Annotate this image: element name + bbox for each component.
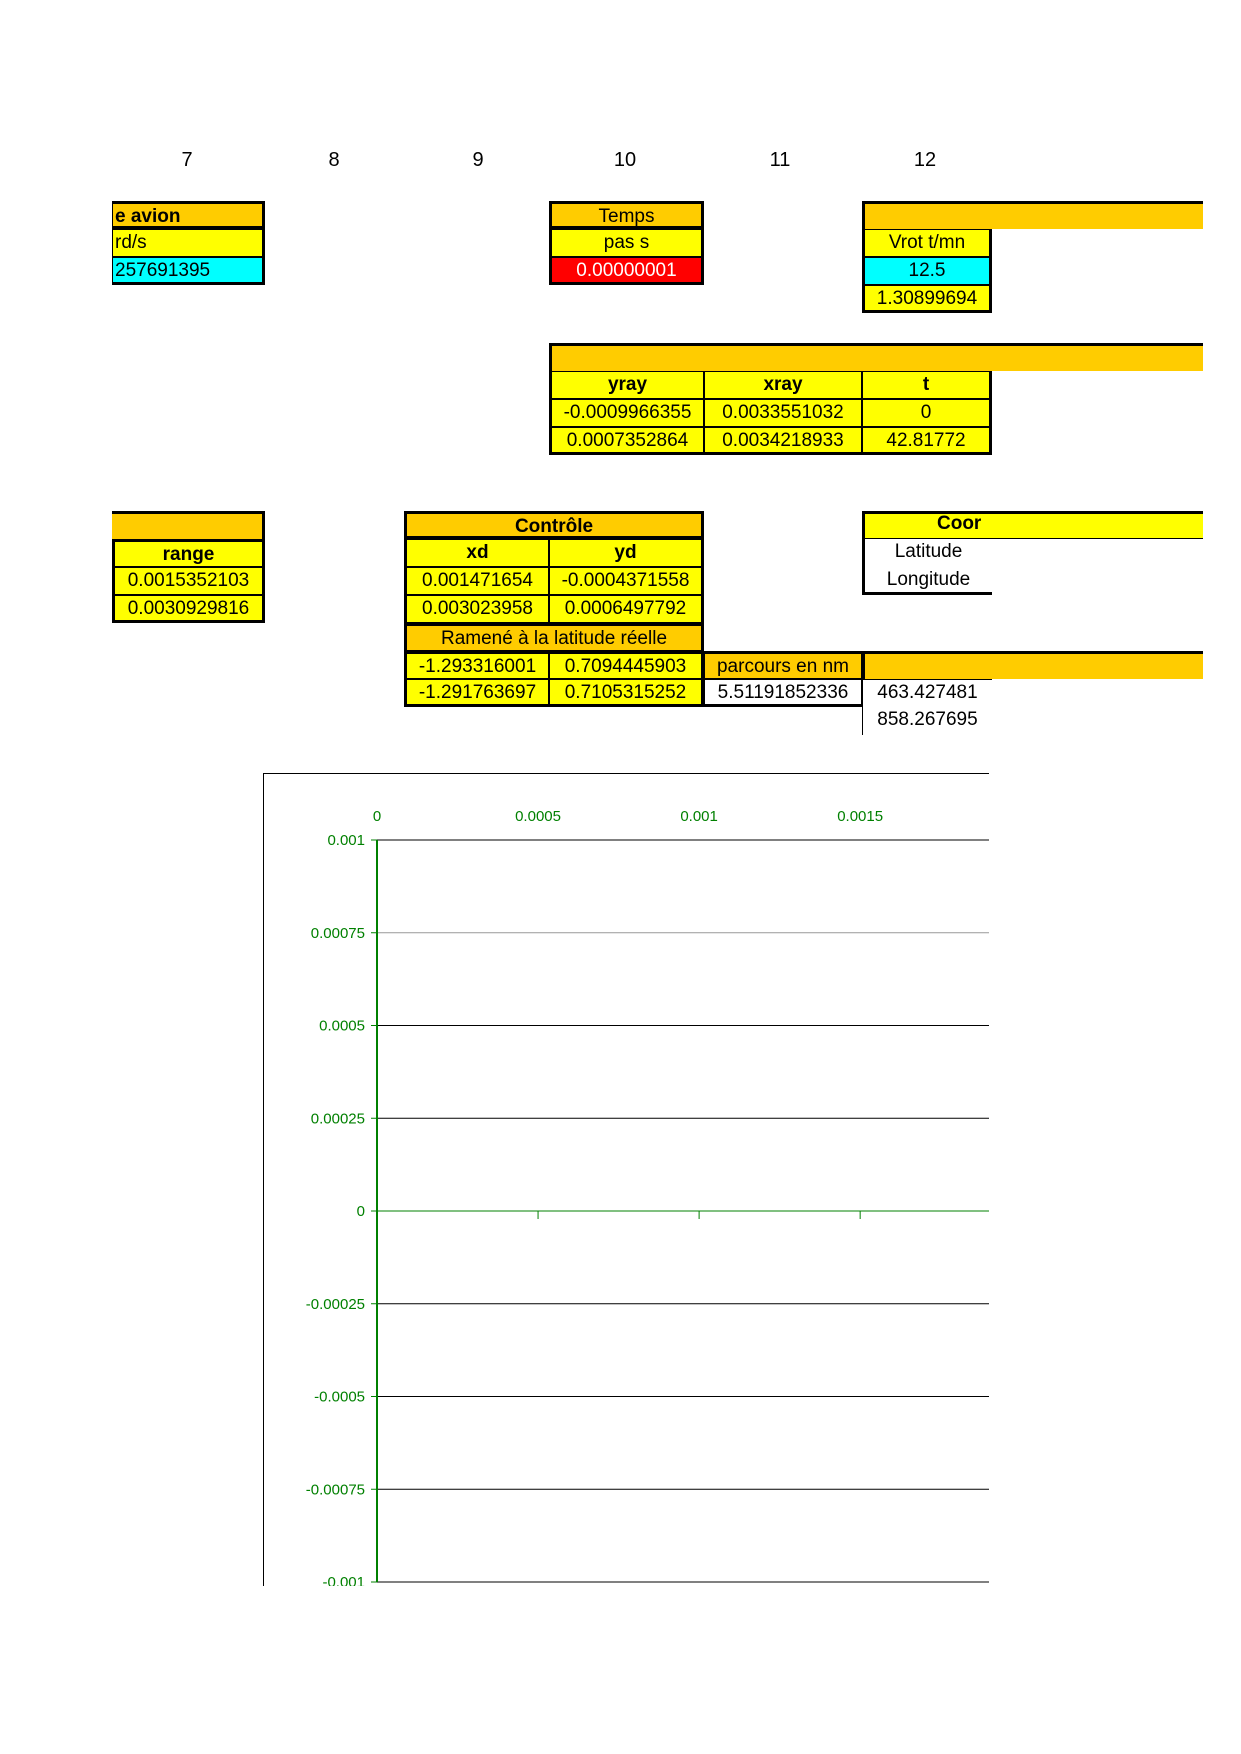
parcours-value-cell[interactable]: 5.51191852336 [704, 679, 862, 707]
x-tick-label: 0.001 [680, 808, 718, 825]
column-header-11[interactable]: 11 [769, 149, 791, 171]
controle-row2-yd[interactable]: 0.0006497792 [549, 595, 704, 623]
ramene-title-cell[interactable]: Ramené à la latitude réelle [404, 623, 704, 651]
x-tick-label: 0.0015 [837, 808, 884, 825]
ramene-row1-x[interactable]: -1.293316001 [404, 651, 549, 679]
ray-header-t[interactable]: t [862, 371, 992, 399]
ray-table-header-band [549, 343, 1203, 371]
avion-unit-cell[interactable]: rd/s [112, 229, 265, 257]
chart-area[interactable] [263, 773, 989, 1586]
range-row1-cell[interactable]: 0.0015352103 [112, 567, 265, 595]
controle-row2-xd[interactable]: 0.003023958 [404, 595, 549, 623]
column-header-10[interactable]: 10 [613, 149, 637, 171]
rotation-label-cell[interactable]: Vrot t/mn [862, 229, 992, 257]
avion-value-cell[interactable]: 257691395 [112, 257, 265, 285]
y-tick-label: -0.001 [322, 1574, 365, 1586]
ramene-row2-y[interactable]: 0.7105315252 [549, 679, 704, 707]
rotation-converted-cell[interactable]: 1.30899694 [862, 285, 992, 313]
column-header-8[interactable]: 8 [328, 149, 340, 171]
range-row2-cell[interactable]: 0.0030929816 [112, 595, 265, 623]
latitude-label-cell[interactable]: Latitude [862, 539, 992, 567]
rotation-value-cell[interactable]: 12.5 [862, 257, 992, 285]
longitude-label-cell[interactable]: Longitude [862, 567, 992, 595]
y-tick-label: 0 [356, 1203, 365, 1220]
y-tick-label: -0.0005 [314, 1388, 365, 1406]
range-header-cell[interactable]: range [112, 539, 265, 567]
coordonnees-value-1[interactable]: 463.427481 [862, 679, 992, 707]
column-header-9[interactable]: 9 [472, 149, 484, 171]
ray-row1-yray[interactable]: -0.0009966355 [549, 399, 704, 427]
y-tick-label: 0.00075 [310, 924, 365, 942]
y-tick-label: -0.00075 [305, 1481, 365, 1499]
ray-row2-xray[interactable]: 0.0034218933 [704, 427, 862, 455]
y-tick-label: -0.00025 [305, 1295, 365, 1313]
column-header-12[interactable]: 12 [913, 149, 937, 171]
ray-header-xray[interactable]: xray [704, 371, 862, 399]
avion-title-cell[interactable]: e avion [112, 201, 265, 229]
y-tick-label: 0.00025 [310, 1110, 365, 1128]
coordonnees-header-band [862, 511, 1203, 539]
rotation-header-band [862, 201, 1203, 229]
coordonnees-value-2[interactable]: 858.267695 [862, 707, 992, 735]
temps-label-cell[interactable]: pas s [549, 229, 704, 257]
ray-row1-t[interactable]: 0 [862, 399, 992, 427]
ray-row2-yray[interactable]: 0.0007352864 [549, 427, 704, 455]
temps-title-cell[interactable]: Temps [549, 201, 704, 229]
ray-header-yray[interactable]: yray [549, 371, 704, 399]
parcours-label-cell[interactable]: parcours en nm [704, 651, 862, 679]
controle-row1-xd[interactable]: 0.001471654 [404, 567, 549, 595]
scatter-chart[interactable] [264, 774, 989, 1586]
controle-row1-yd[interactable]: -0.0004371558 [549, 567, 704, 595]
ramene-row2-x[interactable]: -1.291763697 [404, 679, 549, 707]
coordonnees-orange-band [862, 651, 1203, 679]
ray-row2-t[interactable]: 42.81772 [862, 427, 992, 455]
y-tick-label: 0.001 [327, 832, 365, 849]
x-tick-label: 0 [372, 808, 382, 825]
ramene-row1-y[interactable]: 0.7094445903 [549, 651, 704, 679]
controle-header-xd[interactable]: xd [404, 539, 549, 567]
column-header-7[interactable]: 7 [181, 149, 193, 171]
controle-header-yd[interactable]: yd [549, 539, 704, 567]
x-tick-label: 0.0005 [515, 808, 561, 825]
temps-value-cell[interactable]: 0.00000001 [549, 257, 704, 285]
controle-title-cell[interactable]: Contrôle [404, 511, 704, 539]
ray-row1-xray[interactable]: 0.0033551032 [704, 399, 862, 427]
range-header-band [112, 511, 265, 539]
y-tick-label: 0.0005 [319, 1017, 365, 1035]
coordonnees-title-cell[interactable]: Coor [937, 513, 982, 534]
